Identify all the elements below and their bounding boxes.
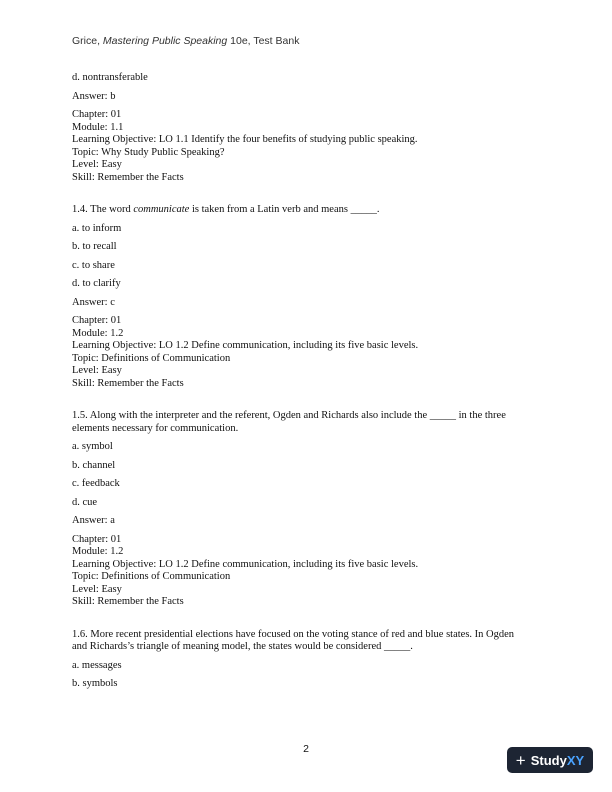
option-b: b. symbols (72, 678, 118, 689)
header-suffix: 10e, Test Bank (227, 35, 300, 47)
logo-wordmark (531, 753, 584, 768)
skill: Skill: Remember the Facts (72, 377, 184, 389)
option-a: a. symbol (72, 441, 113, 452)
chapter: Chapter: 01 (72, 533, 122, 545)
question-metadata (72, 315, 542, 390)
question-1-6 (72, 629, 542, 691)
module: Module: 1.1 (72, 121, 124, 133)
option-d: d. cue (72, 496, 98, 508)
learning-objective: Learning Objective: LO 1.1 Identify the four benefits of studying public speaking. (72, 134, 418, 145)
level: Level: Easy (72, 583, 122, 595)
running-header (72, 35, 299, 47)
question-stem (72, 204, 542, 217)
question-stem (72, 410, 542, 435)
plus-icon: + (515, 750, 526, 770)
logo-study-text: Study (530, 752, 567, 768)
skill: Skill: Remember the Facts (72, 171, 184, 183)
chapter: Chapter: 01 (72, 315, 122, 326)
test-bank-content (72, 72, 542, 697)
logo-xy-text: XY (566, 752, 585, 768)
page-number: 2 (303, 743, 309, 755)
option-d: d. nontransferable (72, 72, 148, 83)
skill: Skill: Remember the Facts (72, 596, 184, 607)
header-author: Grice, (72, 35, 103, 47)
level: Level: Easy (72, 159, 122, 170)
option-c: c. feedback (72, 478, 120, 489)
option-a: a. messages (72, 659, 122, 671)
option-d: d. to clarify (72, 278, 121, 289)
header-book-title: Mastering Public Speaking (102, 35, 228, 47)
chapter: Chapter: 01 (72, 109, 122, 120)
question-metadata (72, 109, 542, 184)
learning-objective: Learning Objective: LO 1.2 Define communication, including its five basic levels. (72, 340, 419, 351)
stem-line-2: elements necessary for communication. (72, 422, 239, 434)
topic: Topic: Definitions of Communication (72, 352, 231, 364)
stem-line-2: and Richards’s triangle of meaning model, the states would be considered _____. (72, 641, 413, 652)
topic: Topic: Definitions of Communication (72, 571, 231, 582)
answer: Answer: b (72, 90, 116, 102)
stem-italic-word: communicate (133, 204, 190, 215)
stem-suffix: is taken from a Latin verb and means _____. (189, 204, 380, 215)
question-stem (72, 629, 542, 654)
learning-objective: Learning Objective: LO 1.2 Define communication, including its five basic levels. (72, 558, 419, 570)
answer: Answer: a (72, 515, 115, 526)
option-b: b. to recall (72, 241, 117, 252)
stem-prefix: 1.4. The word (72, 204, 134, 215)
previous-question-tail (72, 72, 542, 184)
level: Level: Easy (72, 365, 122, 376)
question-metadata (72, 534, 542, 609)
stem-line-1: 1.5. Along with the interpreter and the referent, Ogden and Richards also include the _____ in the three (72, 410, 506, 421)
option-c: c. to share (72, 259, 115, 271)
question-1-4 (72, 204, 542, 390)
answer: Answer: c (72, 296, 115, 308)
stem-line-1: 1.6. More recent presidential elections have focused on the voting stance of red and blue states. In Ogden (72, 628, 515, 640)
topic: Topic: Why Study Public Speaking? (72, 146, 225, 158)
question-1-5 (72, 410, 542, 609)
module: Module: 1.2 (72, 327, 124, 339)
option-a: a. to inform (72, 222, 122, 234)
option-b: b. channel (72, 459, 116, 471)
studyxy-logo[interactable] (507, 747, 593, 773)
module: Module: 1.2 (72, 546, 124, 557)
